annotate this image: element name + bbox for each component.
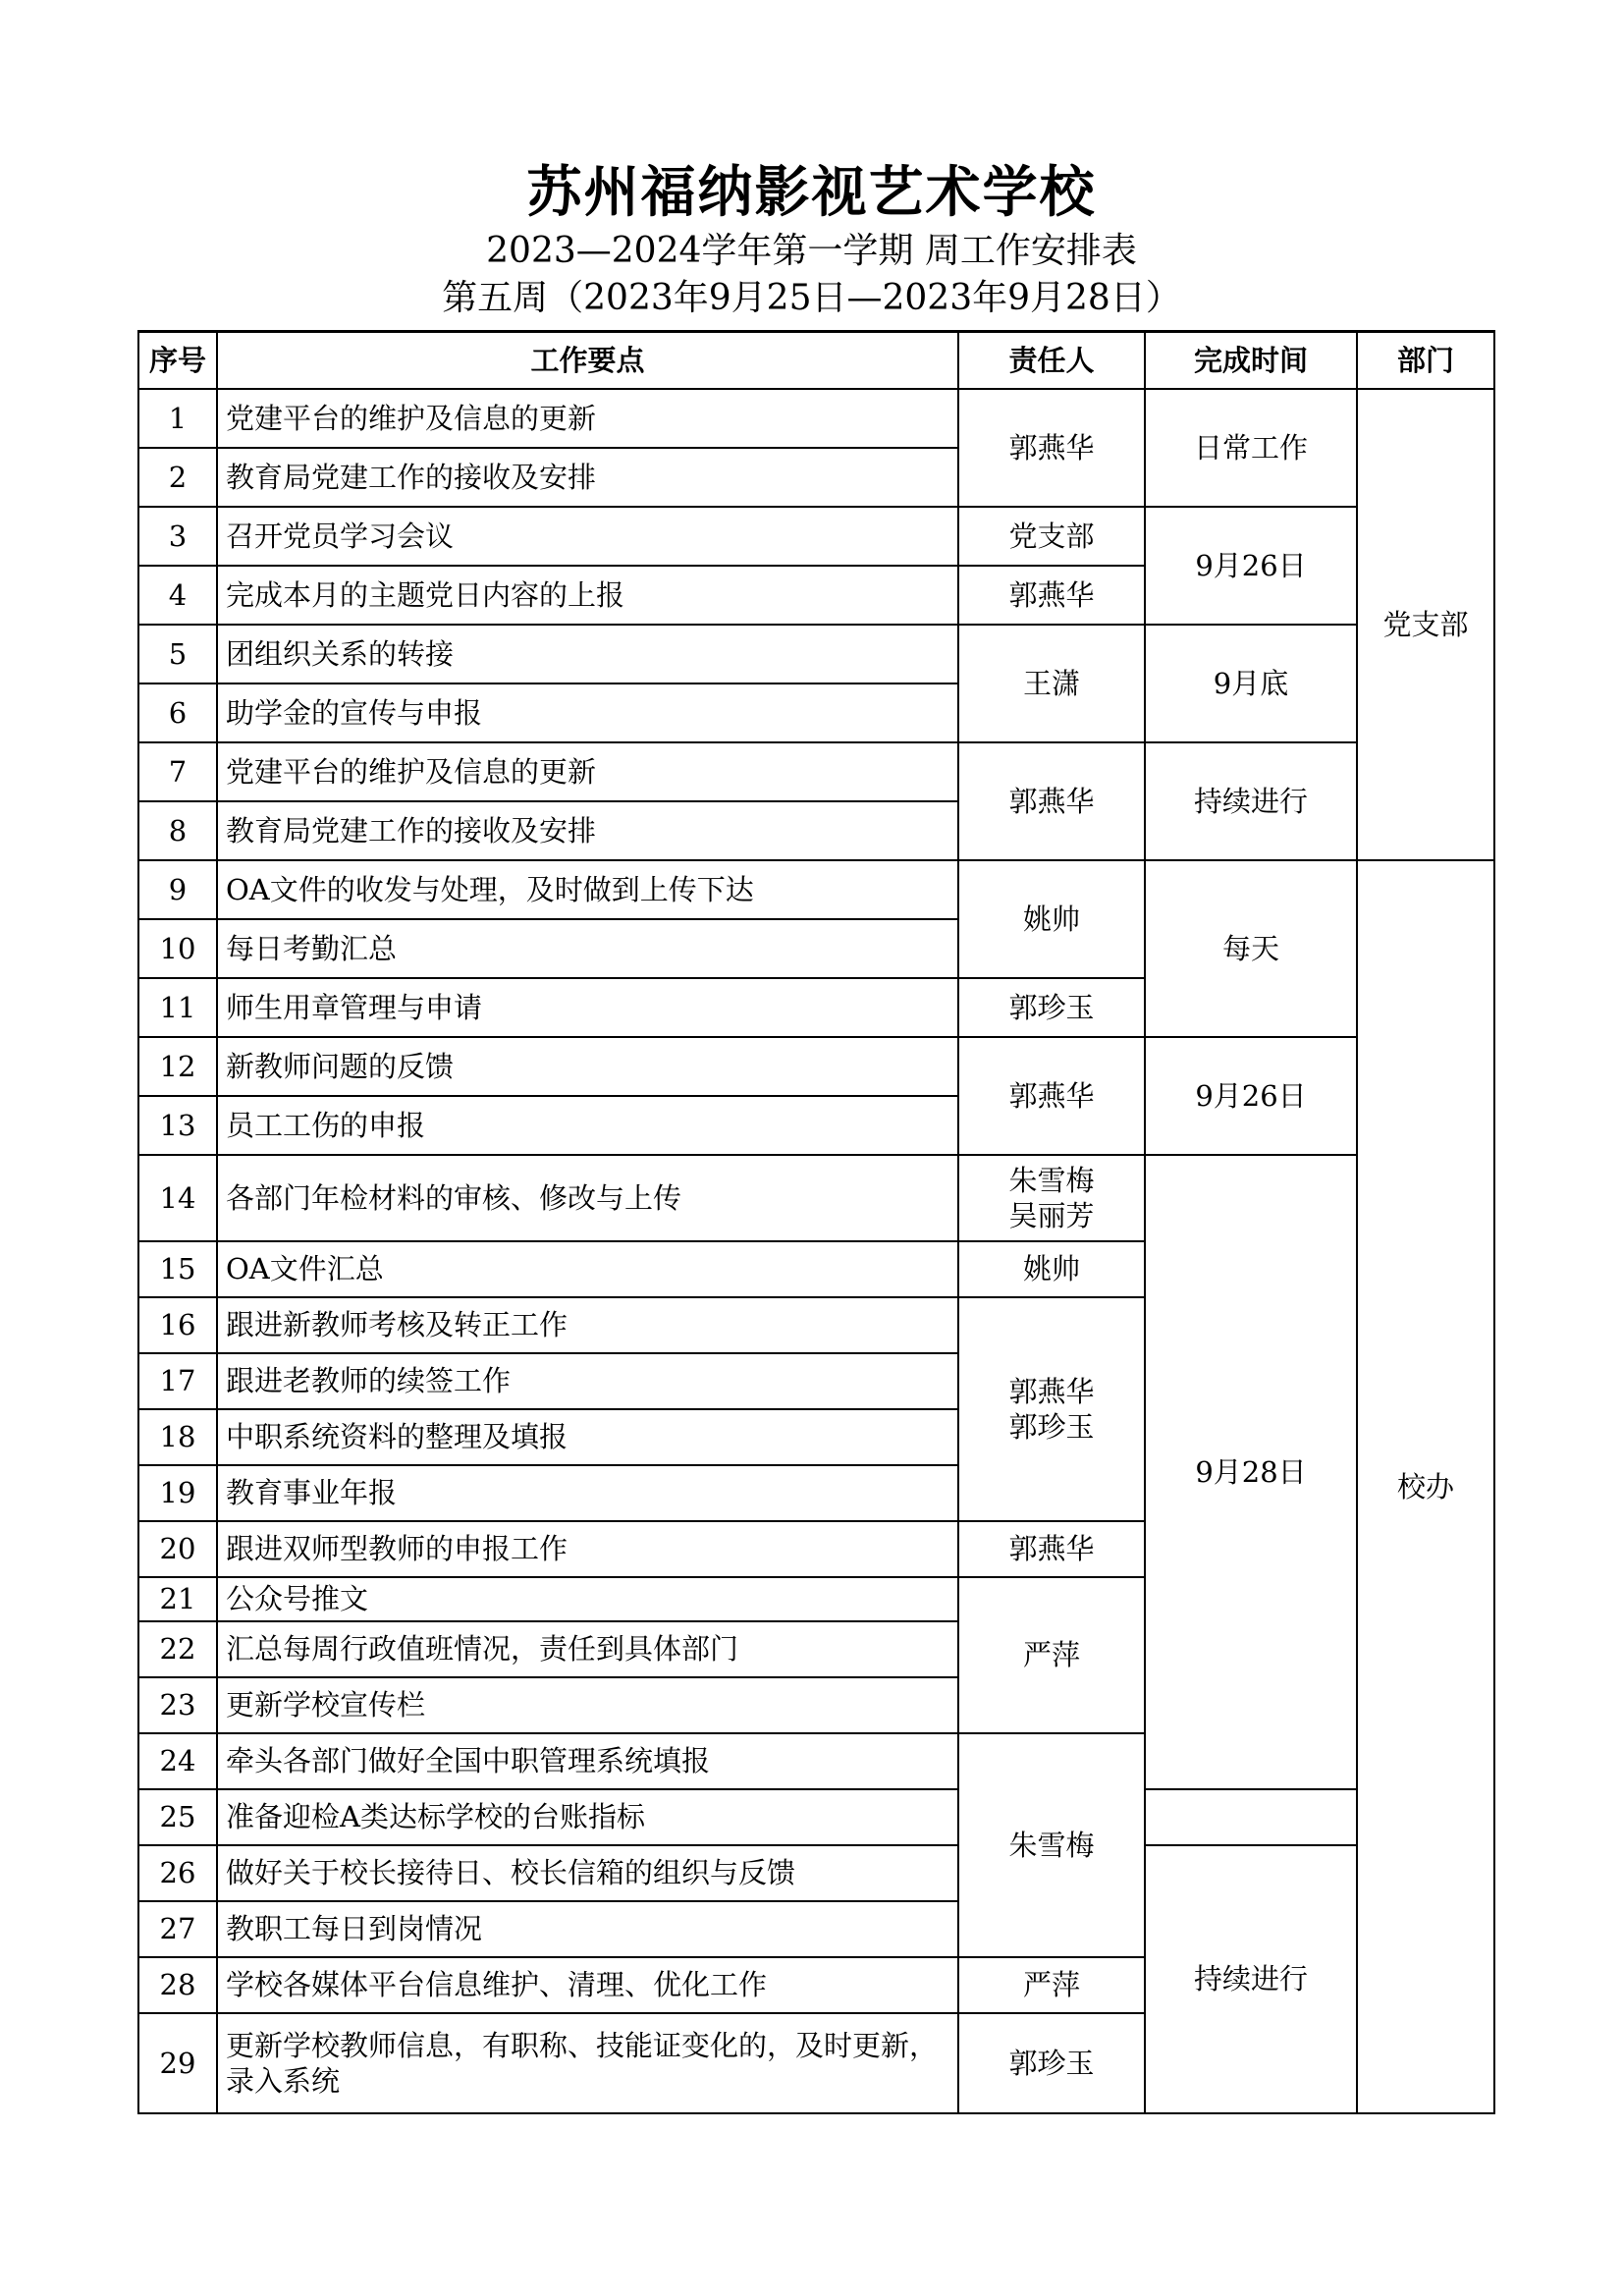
task-text: 跟进新教师考核及转正工作 [217, 1297, 958, 1353]
owner-cell: 王潇 [958, 625, 1145, 742]
task-text: 准备迎检A类达标学校的台账指标 [217, 1789, 958, 1845]
row-number: 8 [138, 801, 217, 860]
task-text: 学校各媒体平台信息维护、清理、优化工作 [217, 1957, 958, 2013]
task-text: 教育局党建工作的接收及安排 [217, 801, 958, 860]
row-number: 29 [138, 2013, 217, 2113]
row-number: 22 [138, 1621, 217, 1677]
row-number: 14 [138, 1155, 217, 1241]
week-range: 第五周（2023年9月25日—2023年9月28日） [442, 278, 1181, 318]
column-header-no: 序号 [138, 332, 217, 389]
department-cell: 校办 [1357, 860, 1494, 2113]
row-number: 28 [138, 1957, 217, 2013]
owner-cell: 严萍 [958, 1577, 1145, 1733]
table-row [138, 742, 1494, 801]
owner-cell: 姚帅 [958, 1241, 1145, 1297]
owner-cell: 郭燕华 [958, 1037, 1145, 1155]
owner-cell: 朱雪梅 [958, 1733, 1145, 1957]
task-text: 牵头各部门做好全国中职管理系统填报 [217, 1733, 958, 1789]
row-number: 1 [138, 389, 217, 448]
column-header-department: 部门 [1357, 332, 1494, 389]
time-cell: 9月26日 [1145, 1037, 1357, 1155]
task-text: 完成本月的主题党日内容的上报 [217, 566, 958, 625]
row-number: 5 [138, 625, 217, 683]
task-text: 更新学校宣传栏 [217, 1677, 958, 1733]
time-cell: 持续进行 [1145, 742, 1357, 860]
owner-cell: 严萍 [958, 1957, 1145, 2013]
task-text: 师生用章管理与申请 [217, 978, 958, 1037]
table-row [138, 1155, 1494, 1241]
row-number: 2 [138, 448, 217, 507]
row-number: 10 [138, 919, 217, 978]
table-row [138, 860, 1494, 919]
schedule-table [137, 330, 1495, 2114]
task-text: 做好关于校长接待日、校长信箱的组织与反馈 [217, 1845, 958, 1901]
row-number: 21 [138, 1577, 217, 1621]
row-number: 15 [138, 1241, 217, 1297]
time-cell: 每天 [1145, 860, 1357, 1037]
task-text: 各部门年检材料的审核、修改与上传 [217, 1155, 958, 1241]
column-header-time: 完成时间 [1145, 332, 1357, 389]
row-number: 12 [138, 1037, 217, 1096]
row-number: 19 [138, 1465, 217, 1521]
time-cell: 9月26日 [1145, 507, 1357, 625]
task-text: 教职工每日到岗情况 [217, 1901, 958, 1957]
table-row [138, 1789, 1494, 1845]
task-text: OA文件汇总 [217, 1241, 958, 1297]
row-number: 27 [138, 1901, 217, 1957]
owner-cell: 郭燕华 [958, 742, 1145, 860]
row-number: 18 [138, 1409, 217, 1465]
time-cell: 9月底 [1145, 625, 1357, 742]
task-text: 团组织关系的转接 [217, 625, 958, 683]
row-number: 7 [138, 742, 217, 801]
row-number: 6 [138, 683, 217, 742]
owner-cell: 郭燕华 [958, 566, 1145, 625]
task-text: 新教师问题的反馈 [217, 1037, 958, 1096]
task-text: 汇总每周行政值班情况，责任到具体部门 [217, 1621, 958, 1677]
task-text: 党建平台的维护及信息的更新 [217, 742, 958, 801]
table-row [138, 507, 1494, 566]
row-number: 23 [138, 1677, 217, 1733]
row-number: 11 [138, 978, 217, 1037]
table-row [138, 625, 1494, 683]
table-row [138, 1845, 1494, 1901]
row-number: 24 [138, 1733, 217, 1789]
time-cell: 9月28日 [1145, 1155, 1357, 1789]
task-text: 更新学校教师信息，有职称、技能证变化的，及时更新，录入系统 [217, 2013, 958, 2113]
task-text: 员工工伤的申报 [217, 1096, 958, 1155]
task-text: 党建平台的维护及信息的更新 [217, 389, 958, 448]
row-number: 9 [138, 860, 217, 919]
column-header-owner: 责任人 [958, 332, 1145, 389]
row-number: 25 [138, 1789, 217, 1845]
school-title: 苏州福纳影视艺术学校 [526, 161, 1097, 225]
row-number: 4 [138, 566, 217, 625]
row-number: 26 [138, 1845, 217, 1901]
row-number: 16 [138, 1297, 217, 1353]
owner-cell: 郭燕华 郭珍玉 [958, 1297, 1145, 1521]
owner-cell: 郭珍玉 [958, 978, 1145, 1037]
task-text: 每日考勤汇总 [217, 919, 958, 978]
task-text: 中职系统资料的整理及填报 [217, 1409, 958, 1465]
time-cell: 持续进行 [1145, 1845, 1357, 2113]
task-text: 助学金的宣传与申报 [217, 683, 958, 742]
owner-cell: 朱雪梅 吴丽芳 [958, 1155, 1145, 1241]
column-header-task: 工作要点 [217, 332, 958, 389]
schedule-subtitle: 2023—2024学年第一学期 周工作安排表 [486, 231, 1137, 271]
owner-cell: 郭燕华 [958, 1521, 1145, 1577]
task-text: 召开党员学习会议 [217, 507, 958, 566]
row-number: 13 [138, 1096, 217, 1155]
table-row [138, 389, 1494, 448]
row-number: 20 [138, 1521, 217, 1577]
task-text: 公众号推文 [217, 1577, 958, 1621]
row-number: 17 [138, 1353, 217, 1409]
task-text: 教育事业年报 [217, 1465, 958, 1521]
task-text: 跟进老教师的续签工作 [217, 1353, 958, 1409]
task-text: 跟进双师型教师的申报工作 [217, 1521, 958, 1577]
owner-cell: 郭燕华 [958, 389, 1145, 507]
department-cell: 党支部 [1357, 389, 1494, 860]
table-row [138, 1037, 1494, 1096]
owner-cell: 郭珍玉 [958, 2013, 1145, 2113]
time-cell: 日常工作 [1145, 389, 1357, 507]
owner-cell: 姚帅 [958, 860, 1145, 978]
owner-cell: 党支部 [958, 507, 1145, 566]
task-text: OA文件的收发与处理，及时做到上传下达 [217, 860, 958, 919]
header-row [138, 332, 1494, 389]
task-text: 教育局党建工作的接收及安排 [217, 448, 958, 507]
row-number: 3 [138, 507, 217, 566]
